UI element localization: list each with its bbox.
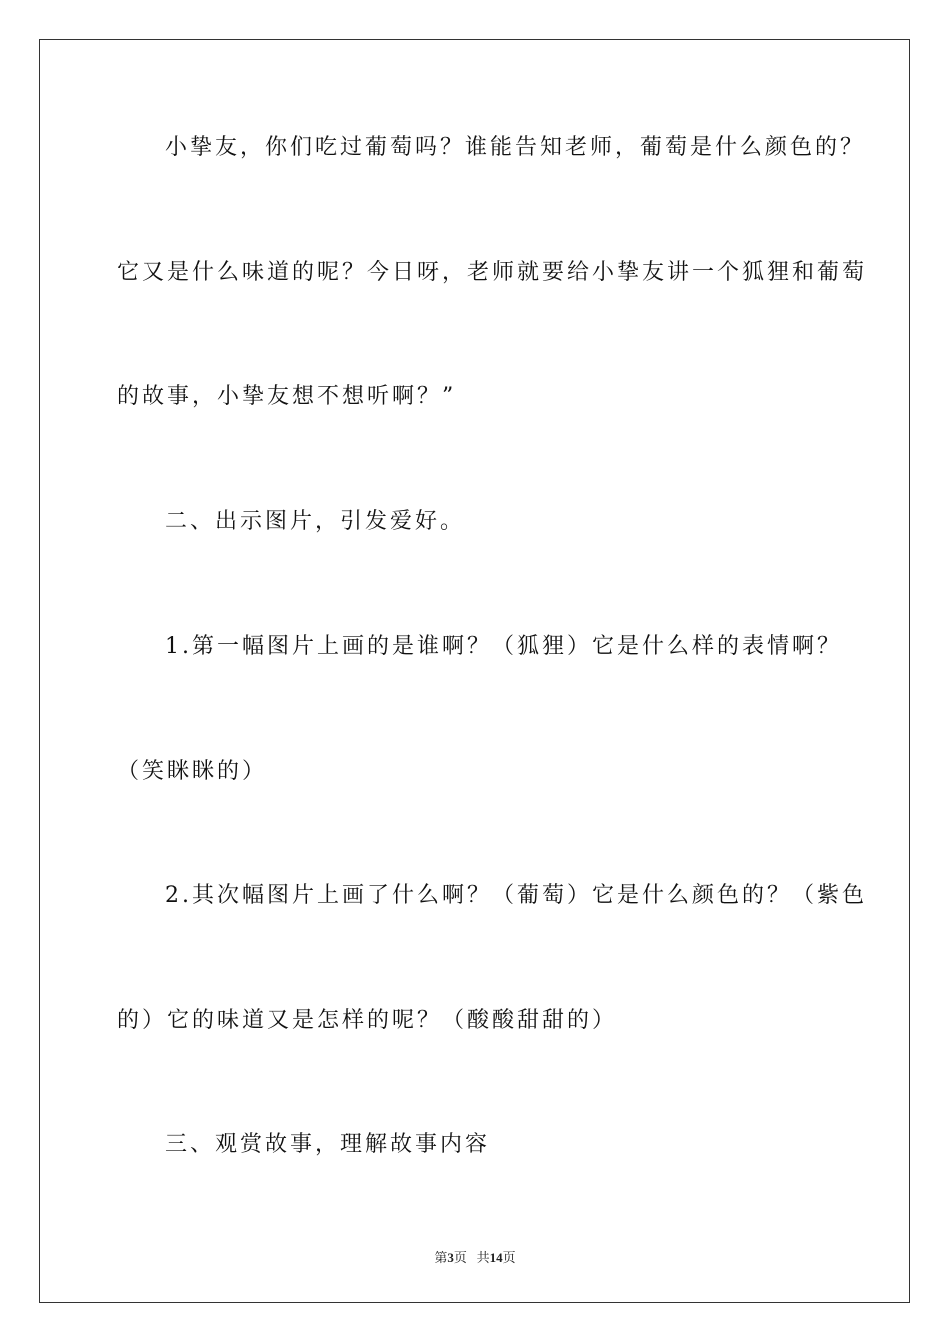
page-border [39, 39, 910, 1303]
list-item-1: 1.第一幅图片上画的是谁啊？（狐狸）它是什么样的表情啊？ [165, 634, 842, 659]
total-suffix: 页 [502, 1250, 516, 1265]
section-heading-2: 二、出示图片，引发爱好。 [165, 509, 466, 534]
paragraph-line-1: 小挚友，你们吃过葡萄吗？谁能告知老师，葡萄是什么颜色的？ [165, 135, 866, 160]
page-suffix: 页 [453, 1250, 467, 1265]
total-prefix: 共 [476, 1250, 490, 1265]
page-footer [0, 1247, 950, 1266]
page-number: 3 [447, 1250, 454, 1265]
paragraph-line-2: 它又是什么味道的呢？今日呀，老师就要给小挚友讲一个狐狸和葡萄 [117, 260, 868, 285]
list-item-1-continuation: （笑眯眯的） [117, 759, 268, 784]
section-heading-3: 三、观赏故事，理解故事内容 [165, 1132, 491, 1157]
list-item-2: 2.其次幅图片上画了什么啊？（葡萄）它是什么颜色的？（紫色 [165, 883, 867, 908]
paragraph-line-3: 的故事，小挚友想不想听啊？” [117, 384, 457, 409]
total-pages: 14 [489, 1250, 503, 1265]
list-item-2-continuation: 的）它的味道又是怎样的呢？（酸酸甜甜的） [117, 1008, 618, 1033]
page-prefix: 第 [434, 1250, 448, 1265]
